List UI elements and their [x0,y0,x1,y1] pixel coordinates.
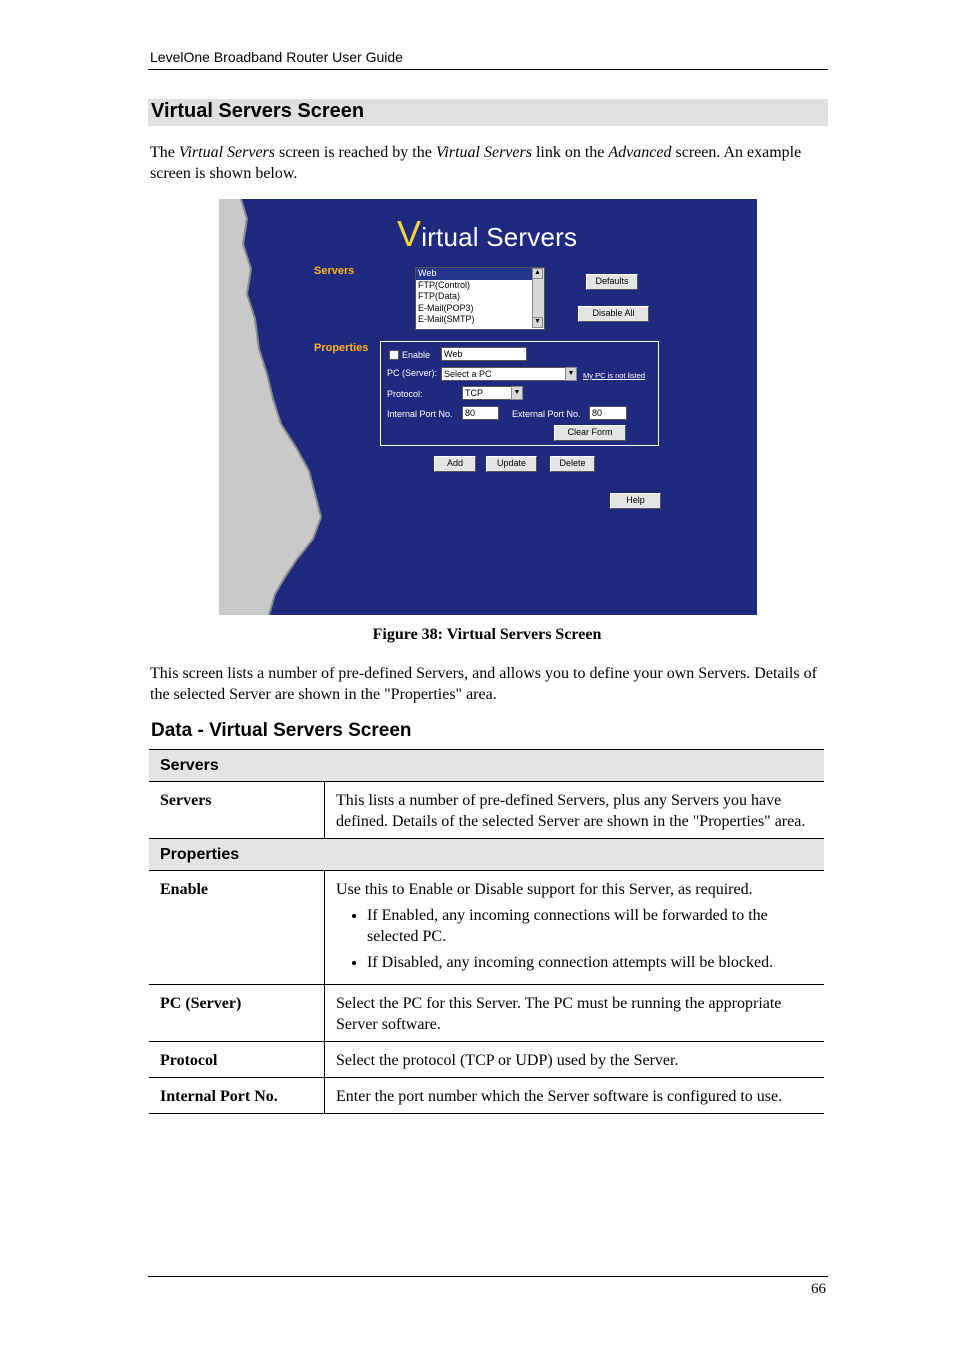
scroll-up-icon[interactable]: ▲ [532,268,543,279]
table-section-heading: Properties [149,839,824,871]
table-row [149,782,824,839]
pc-select[interactable]: Select a PC [441,367,569,381]
protocol-select[interactable]: TCP [462,386,512,400]
intro-text: screen is reached by the [275,144,436,161]
torn-edge-decoration [219,199,329,615]
screen-title [397,213,577,255]
figure-caption: Figure 38: Virtual Servers Screen [372,626,602,643]
footer-rule [148,1276,828,1277]
intro-text: screen. An example screen is shown below. [150,144,802,182]
bullet-list [336,905,813,973]
virtual-servers-screenshot [219,199,757,615]
intro-text: The [150,144,179,161]
intro-emphasis: Virtual Servers [435,144,532,161]
enable-label: Enable [402,350,431,360]
page-number: 66 [811,1281,826,1297]
table-value: Enter the port number which the Server software is configured to use. [325,1078,825,1114]
table-section-row [149,750,824,782]
bullet-item: • If Enabled, any incoming connections will be forwarded to the selected PC. [367,905,813,947]
clear-form-button[interactable]: Clear Form [554,425,626,441]
data-table [149,749,824,1114]
list-item[interactable]: FTP(Data) [418,291,461,301]
list-item[interactable]: Web [416,268,544,280]
protocol-dropdown-icon[interactable]: ▼ [511,386,523,400]
section-title: Virtual Servers Screen [151,100,365,122]
defaults-button[interactable]: Defaults [586,274,638,290]
table-key: Protocol [149,1042,325,1078]
table-key: PC (Server) [149,985,325,1042]
disable-all-button[interactable]: Disable All [578,306,649,322]
delete-button[interactable]: Delete [550,456,595,472]
internal-port-input[interactable]: 80 [462,406,499,420]
protocol-label: Protocol: [387,389,423,399]
table-key: Enable [149,871,325,985]
list-item[interactable]: E-Mail(SMTP) [418,314,475,324]
help-button[interactable]: Help [610,493,661,509]
intro-emphasis: Virtual Servers [178,144,276,161]
bullet-item: • If Disabled, any incoming connection attempts will be blocked. [367,952,813,973]
enable-checkbox[interactable] [389,350,399,360]
external-port-label-text: External Port No. [512,409,581,419]
server-listbox[interactable] [415,267,545,330]
list-item[interactable]: FTP(Control) [418,279,471,290]
external-port-label [512,409,581,419]
intro-emphasis: Advanced [608,144,672,161]
table-row [149,1078,824,1114]
pc-not-listed-link[interactable]: My PC is not listed [583,371,646,380]
table-section-heading: Servers [149,750,824,782]
table-value: Select the PC for this Server. The PC must be running the appropriate Server software. [325,985,825,1042]
update-button[interactable]: Update [486,456,537,472]
table-key: Servers [149,782,325,839]
add-button[interactable]: Add [434,456,476,472]
internal-port-label: Internal Port No. [387,409,453,419]
table-row [149,1042,824,1078]
table-value: This lists a number of pre-defined Servers, plus any Servers you have defined. Details of the selected Server are shown in the "Properties" area. [325,782,825,839]
header-rule [148,69,828,70]
table-section-row [149,839,824,871]
table-row [149,985,824,1042]
data-heading: Data - Virtual Servers Screen [151,720,412,741]
server-name-input[interactable]: Web [441,347,527,361]
table-value [325,871,825,985]
table-value-text: Use this to Enable or Disable support for this Server, as required. [336,881,753,898]
external-port-input[interactable]: 80 [589,406,627,420]
scroll-down-icon[interactable]: ▼ [532,317,543,328]
screen-title-rest: irtual Servers [421,222,578,252]
table-key: Internal Port No. [149,1078,325,1114]
list-item[interactable]: E-Mail(POP3) [418,302,474,313]
table-value: Select the protocol (TCP or UDP) used by the Server. [325,1042,825,1078]
body-paragraph: This screen lists a number of pre-defined Servers, and allows you to define your own Servers. Details of the selected Server are shown in the "Properties" area. [150,665,817,703]
intro-paragraph [150,142,830,184]
intro-text: link on the [531,144,609,161]
pc-label: PC (Server): [387,368,438,378]
table-row [149,871,824,985]
servers-label: Servers [314,265,355,277]
screen-title-initial: V [397,213,422,254]
properties-label: Properties [314,342,369,354]
pc-dropdown-icon[interactable]: ▼ [565,367,577,381]
running-header: LevelOne Broadband Router User Guide [150,49,403,65]
